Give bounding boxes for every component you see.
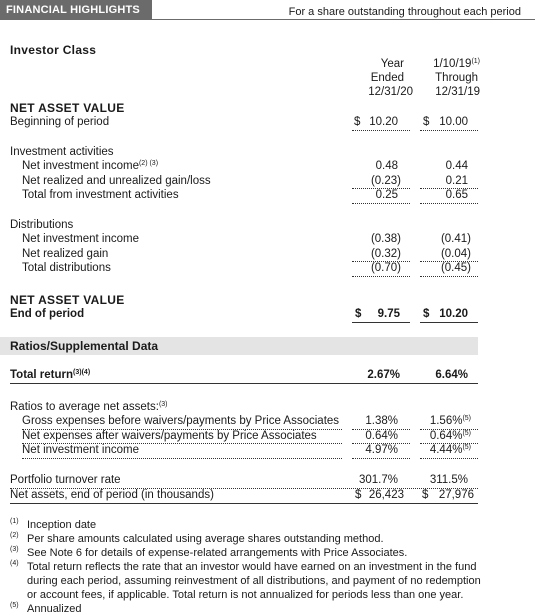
nav-end-v1-dollar: $ <box>355 308 362 320</box>
ratios-row-2-label: Net investment income <box>22 444 139 456</box>
ratios-heading-text: Ratios to average net assets: <box>10 401 159 413</box>
footnote-4-mark: (5) <box>10 602 19 609</box>
header-rule <box>152 19 535 20</box>
dotted-rule <box>420 130 478 131</box>
ratios-row-1-v2 <box>430 430 471 442</box>
footnote-3-text-line1: Total return reflects the rate that an investor would have earned on an investment in the fund <box>27 561 477 573</box>
nav-begin-v2: 10.00 <box>439 116 468 128</box>
dotted-rule <box>352 203 410 204</box>
nav-end-v2: 10.20 <box>439 308 468 320</box>
col2-line1 <box>433 58 480 70</box>
solid-rule <box>420 322 478 323</box>
footnote-1-mark: (2) <box>10 532 19 539</box>
footnote-2-mark: (3) <box>10 546 19 553</box>
ratios-row-0-label: Gross expenses before waivers/payments by Price Associates <box>22 415 340 427</box>
nav-end-heading: NET ASSET VALUE <box>10 293 125 307</box>
nav-end-label: End of period <box>10 308 85 320</box>
dotted-rule <box>420 276 478 277</box>
investment-row-0-v1: 0.48 <box>375 160 398 172</box>
investment-row-2-label: Total from investment activities <box>22 189 179 201</box>
ratios-row-0-v2 <box>430 415 471 427</box>
nav-begin-v1: 10.20 <box>369 116 398 128</box>
ratios-row-1-v2-text: 0.64% <box>429 430 463 442</box>
footnote-4-text: Annualized <box>27 603 82 615</box>
investment-row-0-v2: 0.44 <box>445 160 468 172</box>
distributions-row-2-v2: (0.45) <box>440 262 471 274</box>
distributions-row-0-label: Net investment income <box>22 233 139 245</box>
distributions-row-1-v1: (0.32) <box>370 248 401 260</box>
nav-begin-heading: NET ASSET VALUE <box>10 101 125 115</box>
net-assets-label: Net assets, end of period (in thousands) <box>10 489 214 501</box>
dotted-rule <box>420 203 478 204</box>
distributions-row-0-v1: (0.38) <box>370 233 401 245</box>
investment-row-2-v2: 0.65 <box>445 189 468 201</box>
distributions-row-1-label: Net realized gain <box>22 248 109 260</box>
col1-line3: 12/31/20 <box>368 86 413 98</box>
ratios-row-1-v1: 0.64% <box>365 430 398 442</box>
col2-line1-sup: (1) <box>471 58 480 65</box>
nav-begin-v2-dollar: $ <box>423 116 430 128</box>
distributions-row-2-v1: (0.70) <box>370 262 401 274</box>
ratios-row-2-v2 <box>430 444 471 456</box>
ratios-section-title: Ratios/Supplemental Data <box>10 339 159 353</box>
col2-line3: 12/31/19 <box>435 86 480 98</box>
solid-rule <box>10 503 478 504</box>
net-assets-v1-dollar: $ <box>355 489 362 501</box>
distributions-row-1-v2: (0.04) <box>440 248 471 260</box>
ratios-row-0-v2-text: 1.56% <box>429 415 463 427</box>
ratios-row-2-v1: 4.97% <box>365 444 398 456</box>
dotted-rule <box>352 458 410 459</box>
total-return-text: Total return <box>10 369 74 381</box>
investment-heading: Investment activities <box>10 146 114 158</box>
nav-begin-v1-dollar: $ <box>354 116 361 128</box>
dotted-rule <box>420 458 478 459</box>
investment-row-1-v1: (0.23) <box>370 175 401 187</box>
net-assets-v1: 26,423 <box>368 489 404 501</box>
ratios-row-1-label: Net expenses after waivers/payments by Price Associates <box>22 430 317 442</box>
col1-line1: Year <box>380 58 404 70</box>
total-return-sup: (3)(4) <box>73 369 91 376</box>
ratios-row-0-v1: 1.38% <box>365 415 398 427</box>
ratios-row-1-v2-sup: (5) <box>462 430 471 437</box>
solid-rule <box>10 383 478 384</box>
ratios-row-0-v2-sup: (5) <box>462 415 471 422</box>
turnover-label: Portfolio turnover rate <box>10 474 121 486</box>
total-return-label <box>10 369 90 381</box>
class-title: Investor Class <box>10 43 97 57</box>
col1-line2: Ended <box>370 72 404 84</box>
footnote-3-text-line2: during each period, assuming reinvestment of all distributions, and payment of no redemption <box>27 575 481 587</box>
nav-begin-label: Beginning of period <box>10 116 110 128</box>
footnote-1-text: Per share amounts calculated using average shares outstanding method. <box>27 533 384 545</box>
net-assets-v2: 27,976 <box>438 489 474 501</box>
footnote-2-text: See Note 6 for details of expense-related arrangements with Price Associates. <box>27 547 408 559</box>
footnote-3-text-line3: or account fees, if applicable. Total return is not annualized for periods less than one year. <box>27 589 464 601</box>
total-return-v2: 6.64% <box>435 369 468 381</box>
footnote-0-text: Inception date <box>27 519 97 531</box>
net-assets-v2-dollar: $ <box>422 489 429 501</box>
footnote-3-mark: (4) <box>10 560 19 567</box>
header-title: FINANCIAL HIGHLIGHTS <box>6 4 140 16</box>
turnover-v1: 301.7% <box>358 474 398 486</box>
ratios-row-2-v2-text: 4.44% <box>429 444 463 456</box>
turnover-v2: 311.5% <box>429 474 468 486</box>
ratios-heading <box>10 401 168 413</box>
distributions-heading: Distributions <box>10 219 74 231</box>
dotted-rule <box>352 130 410 131</box>
dotted-rule <box>22 458 342 459</box>
investment-row-1-label: Net realized and unrealized gain/loss <box>22 175 211 187</box>
nav-end-v2-dollar: $ <box>423 308 430 320</box>
dotted-rule <box>352 276 410 277</box>
header-subtitle: For a share outstanding throughout each period <box>288 6 521 18</box>
investment-row-0-label <box>22 160 158 172</box>
investment-row-0-text: Net investment income <box>22 160 139 172</box>
distributions-row-0-v2: (0.41) <box>440 233 471 245</box>
investment-row-0-sup: (2) (3) <box>138 160 159 167</box>
investment-row-1-v2: 0.21 <box>445 175 468 187</box>
ratios-heading-sup: (3) <box>158 401 168 408</box>
ratios-row-2-v2-sup: (5) <box>462 444 471 451</box>
investment-row-2-v1: 0.25 <box>375 189 398 201</box>
nav-end-v1: 9.75 <box>377 308 400 320</box>
col2-line2: Through <box>435 72 478 84</box>
footnote-0-mark: (1) <box>10 518 19 525</box>
solid-rule <box>352 322 410 323</box>
distributions-row-2-label: Total distributions <box>22 262 111 274</box>
total-return-v1: 2.67% <box>367 369 400 381</box>
col2-line1-text: 1/10/19 <box>433 58 472 70</box>
